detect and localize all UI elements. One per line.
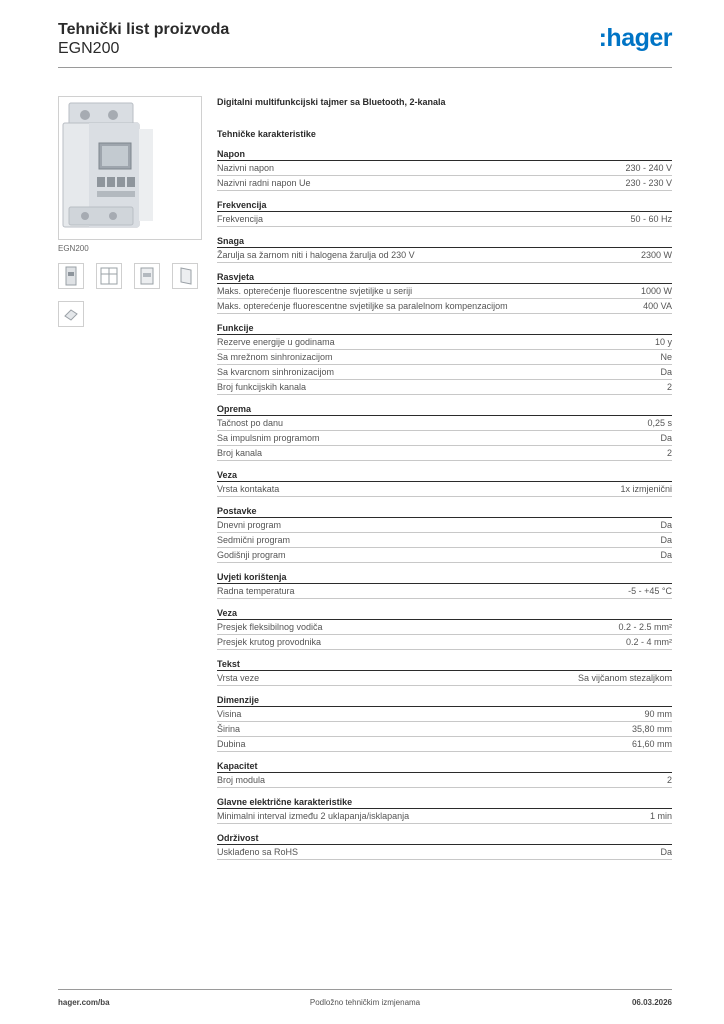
spec-value: -5 - +45 °C: [628, 586, 672, 596]
spec-value: Da: [660, 433, 672, 443]
section-title: Postavke: [217, 505, 672, 518]
spec-label: Dnevni program: [217, 520, 282, 530]
spec-label: Sa mrežnom sinhronizacijom: [217, 352, 333, 362]
spec-row: [217, 737, 672, 752]
spec-value: 400 VA: [643, 301, 672, 311]
spec-label: Sedmični program: [217, 535, 291, 545]
spec-value: 2: [666, 448, 672, 458]
spec-value: 2: [666, 382, 672, 392]
spec-section: [217, 505, 672, 563]
spec-row: [217, 416, 672, 431]
spec-value: 1 min: [649, 811, 672, 821]
spec-section: [217, 694, 672, 752]
spec-label: Vrsta veze: [217, 673, 260, 683]
spec-section: [217, 658, 672, 686]
spec-value: 10 y: [654, 337, 672, 347]
spec-label: Usklađeno sa RoHS: [217, 847, 299, 857]
section-title: Snaga: [217, 235, 672, 248]
spec-value: Da: [660, 367, 672, 377]
device-front-icon: [59, 264, 83, 288]
disclaimer-text: Podložno tehničkim izmjenama: [309, 998, 421, 1007]
spec-label: Nazivni napon: [217, 163, 275, 173]
spec-row: [217, 446, 672, 461]
thumbnail-side[interactable]: [134, 263, 160, 289]
spec-section: [217, 322, 672, 395]
spec-label: Broj kanala: [217, 448, 263, 458]
spec-row: [217, 431, 672, 446]
spec-section: [217, 148, 672, 191]
spec-value: 90 mm: [644, 709, 672, 719]
spec-value: Da: [660, 520, 672, 530]
thumbnail-angle[interactable]: [172, 263, 198, 289]
thumbnail-detail[interactable]: [58, 301, 84, 327]
spec-label: Maks. opterećenje fluorescentne svjetiljke u seriji: [217, 286, 413, 296]
spec-label: Maks. opterećenje fluorescentne svjetiljke sa paralelnom kompenzacijom: [217, 301, 508, 311]
device-side-icon: [135, 264, 159, 288]
document-header: [58, 20, 672, 58]
section-title: Veza: [217, 469, 672, 482]
spec-value: 50 - 60 Hz: [630, 214, 672, 224]
spec-row: [217, 635, 672, 650]
spec-row: [217, 335, 672, 350]
spec-label: Sa impulsnim programom: [217, 433, 320, 443]
spec-row: [217, 518, 672, 533]
spec-value: 35,80 mm: [631, 724, 672, 734]
device-detail-icon: [59, 302, 83, 326]
header-divider: [58, 67, 672, 68]
spec-row: [217, 533, 672, 548]
spec-value: 0.2 - 4 mm²: [625, 637, 672, 647]
specifications-heading: Tehničke karakteristike: [217, 129, 316, 139]
hager-logo: :hager: [598, 24, 672, 52]
spec-label: Tačnost po danu: [217, 418, 284, 428]
spec-section: [217, 607, 672, 650]
spec-row: [217, 212, 672, 227]
spec-row: [217, 248, 672, 263]
spec-row: [217, 845, 672, 860]
section-title: Održivost: [217, 832, 672, 845]
dimension-drawing-icon: [97, 264, 121, 288]
spec-section: [217, 469, 672, 497]
thumbnail-drawing[interactable]: [96, 263, 122, 289]
spec-label: Širina: [217, 724, 241, 734]
spec-row: [217, 161, 672, 176]
spec-value: Da: [660, 535, 672, 545]
footer-divider: [58, 989, 672, 990]
section-title: Dimenzije: [217, 694, 672, 707]
spec-value: Da: [660, 847, 672, 857]
spec-value: 0,25 s: [647, 418, 672, 428]
spec-value: 0.2 - 2.5 mm²: [618, 622, 672, 632]
spec-row: [217, 722, 672, 737]
spec-value: Ne: [660, 352, 672, 362]
spec-label: Visina: [217, 709, 242, 719]
spec-row: [217, 548, 672, 563]
spec-row: [217, 299, 672, 314]
spec-section: [217, 832, 672, 860]
section-title: Rasvjeta: [217, 271, 672, 284]
spec-row: [217, 350, 672, 365]
spec-label: Sa kvarcnom sinhronizacijom: [217, 367, 335, 377]
section-title: Veza: [217, 607, 672, 620]
spec-label: Dubina: [217, 739, 246, 749]
document-date: 06.03.2026: [631, 998, 672, 1007]
spec-label: Broj modula: [217, 775, 266, 785]
spec-label: Radna temperatura: [217, 586, 295, 596]
spec-label: Broj funkcijskih kanala: [217, 382, 307, 392]
photo-caption: EGN200: [58, 244, 89, 253]
product-reference: EGN200: [58, 40, 120, 57]
spec-section: [217, 571, 672, 599]
spec-value: Sa vijčanom stezaljkom: [577, 673, 672, 683]
spec-row: [217, 176, 672, 191]
section-title: Kapacitet: [217, 760, 672, 773]
spec-section: [217, 796, 672, 824]
spec-row: [217, 620, 672, 635]
section-title: Tekst: [217, 658, 672, 671]
section-title: Oprema: [217, 403, 672, 416]
spec-section: [217, 271, 672, 314]
section-title: Glavne električne karakteristike: [217, 796, 672, 809]
spec-row: [217, 707, 672, 722]
spec-value: 230 - 240 V: [625, 163, 672, 173]
spec-label: Frekvencija: [217, 214, 264, 224]
spec-value: 230 - 230 V: [625, 178, 672, 188]
spec-value: Da: [660, 550, 672, 560]
spec-row: [217, 671, 672, 686]
spec-label: Minimalni interval između 2 uklapanja/isklapanja: [217, 811, 410, 821]
spec-label: Nazivni radni napon Ue: [217, 178, 311, 188]
spec-label: Žarulja sa žarnom niti i halogena žarulja od 230 V: [217, 250, 415, 260]
spec-value: 1000 W: [640, 286, 672, 296]
timer-device-icon: [59, 97, 201, 239]
spec-value: 1x izmjenični: [620, 484, 672, 494]
spec-label: Presjek fleksibilnog vodiča: [217, 622, 323, 632]
spec-value: 61,60 mm: [631, 739, 672, 749]
spec-label: Presjek krutog provodnika: [217, 637, 322, 647]
spec-section: [217, 403, 672, 461]
spec-row: [217, 365, 672, 380]
spec-row: [217, 584, 672, 599]
device-angle-icon: [173, 264, 197, 288]
thumbnail-front[interactable]: [58, 263, 84, 289]
spec-label: Vrsta kontakata: [217, 484, 280, 494]
spec-value: 2: [666, 775, 672, 785]
product-name: Digitalni multifunkcijski tajmer sa Bluetooth, 2-kanala: [217, 97, 446, 107]
spec-section: [217, 235, 672, 263]
spec-row: [217, 773, 672, 788]
section-title: Uvjeti korištenja: [217, 571, 672, 584]
spec-row: [217, 380, 672, 395]
spec-sections: [217, 148, 672, 860]
website-link[interactable]: hager.com/ba: [58, 998, 110, 1007]
spec-row: [217, 482, 672, 497]
specifications-panel: [217, 96, 672, 868]
section-title: Frekvencija: [217, 199, 672, 212]
spec-value: 2300 W: [640, 250, 672, 260]
spec-section: [217, 199, 672, 227]
spec-row: [217, 809, 672, 824]
spec-label: Godišnji program: [217, 550, 286, 560]
spec-row: [217, 284, 672, 299]
document-title: Tehnički list proizvoda: [58, 21, 230, 38]
section-title: Napon: [217, 148, 672, 161]
product-photo[interactable]: [58, 96, 202, 240]
spec-label: Rezerve energije u godinama: [217, 337, 335, 347]
section-title: Funkcije: [217, 322, 672, 335]
spec-section: [217, 760, 672, 788]
